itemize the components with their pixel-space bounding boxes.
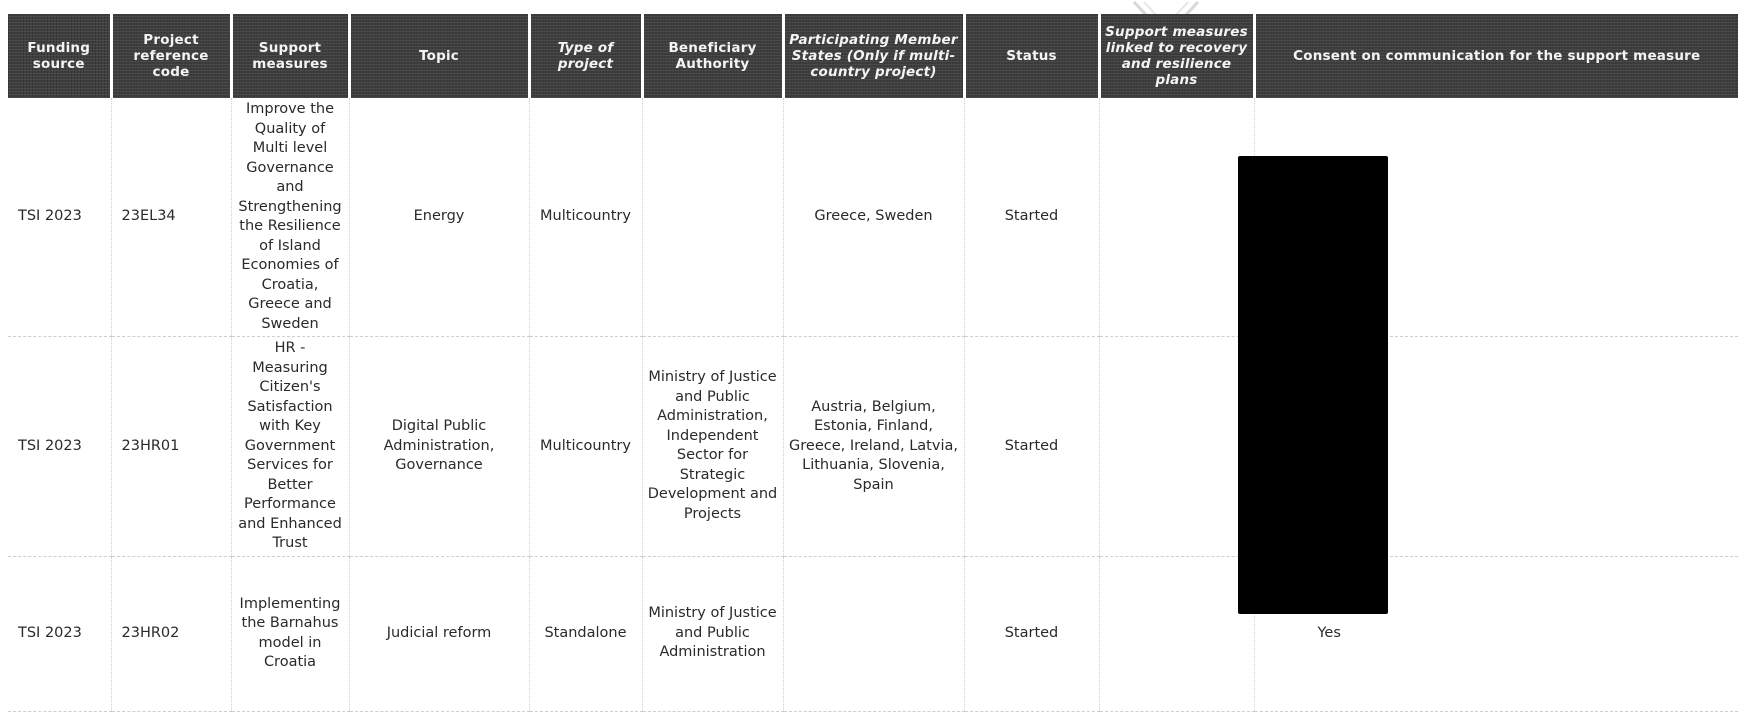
table-row — [8, 337, 1738, 557]
cell-type-of-project: Standalone — [529, 556, 642, 711]
cell-support-measure: Implementing the Barnahus model in Croatia — [231, 556, 349, 711]
table-row — [8, 98, 1738, 337]
cell-rrp-link — [1099, 98, 1254, 337]
cell-funding-source: TSI 2023 — [8, 337, 111, 557]
cell-topic: Digital Public Administration, Governance — [349, 337, 529, 557]
cell-status: Started — [964, 337, 1099, 557]
cell-beneficiary-authority: Ministry of Justice and Public Administration, Independent Sector for Strategic Development and Projects — [642, 337, 783, 557]
support-measures-table — [8, 14, 1738, 712]
cell-member-states — [783, 556, 964, 711]
header-rrp-linked-measures: Support measures linked to recovery and resilience plans — [1099, 14, 1254, 98]
redaction-block — [1238, 156, 1388, 614]
header-beneficiary-authority: Beneficiary Authority — [642, 14, 783, 98]
header-support-measures: Support measures — [231, 14, 349, 98]
header-topic: Topic — [349, 14, 529, 98]
cell-status: Started — [964, 556, 1099, 711]
cell-reference-code: 23HR01 — [111, 337, 231, 557]
header-consent-on-communication: Consent on communication for the support measure — [1254, 14, 1738, 98]
cell-beneficiary-authority — [642, 98, 783, 337]
header-participating-member-states: Participating Member States (Only if multi-country project) — [783, 14, 964, 98]
cell-topic: Energy — [349, 98, 529, 337]
table-header-row — [8, 14, 1738, 98]
table-row — [8, 556, 1738, 711]
cell-rrp-link — [1099, 337, 1254, 557]
cell-status: Started — [964, 98, 1099, 337]
cell-member-states: Austria, Belgium, Estonia, Finland, Greece, Ireland, Latvia, Lithuania, Slovenia, Spain — [783, 337, 964, 557]
cell-funding-source: TSI 2023 — [8, 556, 111, 711]
header-project-reference-code: Project reference code — [111, 14, 231, 98]
cell-reference-code: 23EL34 — [111, 98, 231, 337]
cell-reference-code: 23HR02 — [111, 556, 231, 711]
cell-consent: Yes — [1254, 556, 1738, 711]
cell-support-measure: HR - Measuring Citizen's Satisfaction with Key Government Services for Better Performance and Enhanced Trust — [231, 337, 349, 557]
cell-beneficiary-authority: Ministry of Justice and Public Administration — [642, 556, 783, 711]
cell-member-states: Greece, Sweden — [783, 98, 964, 337]
cell-funding-source: TSI 2023 — [8, 98, 111, 337]
header-funding-source: Funding source — [8, 14, 111, 98]
cell-topic: Judicial reform — [349, 556, 529, 711]
cell-type-of-project: Multicountry — [529, 98, 642, 337]
cell-rrp-link — [1099, 556, 1254, 711]
cell-type-of-project: Multicountry — [529, 337, 642, 557]
cell-support-measure: Improve the Quality of Multi level Governance and Strengthening the Resilience of Island Economies of Croatia, Greece and Sweden — [231, 98, 349, 337]
header-status: Status — [964, 14, 1099, 98]
header-type-of-project: Type of project — [529, 14, 642, 98]
